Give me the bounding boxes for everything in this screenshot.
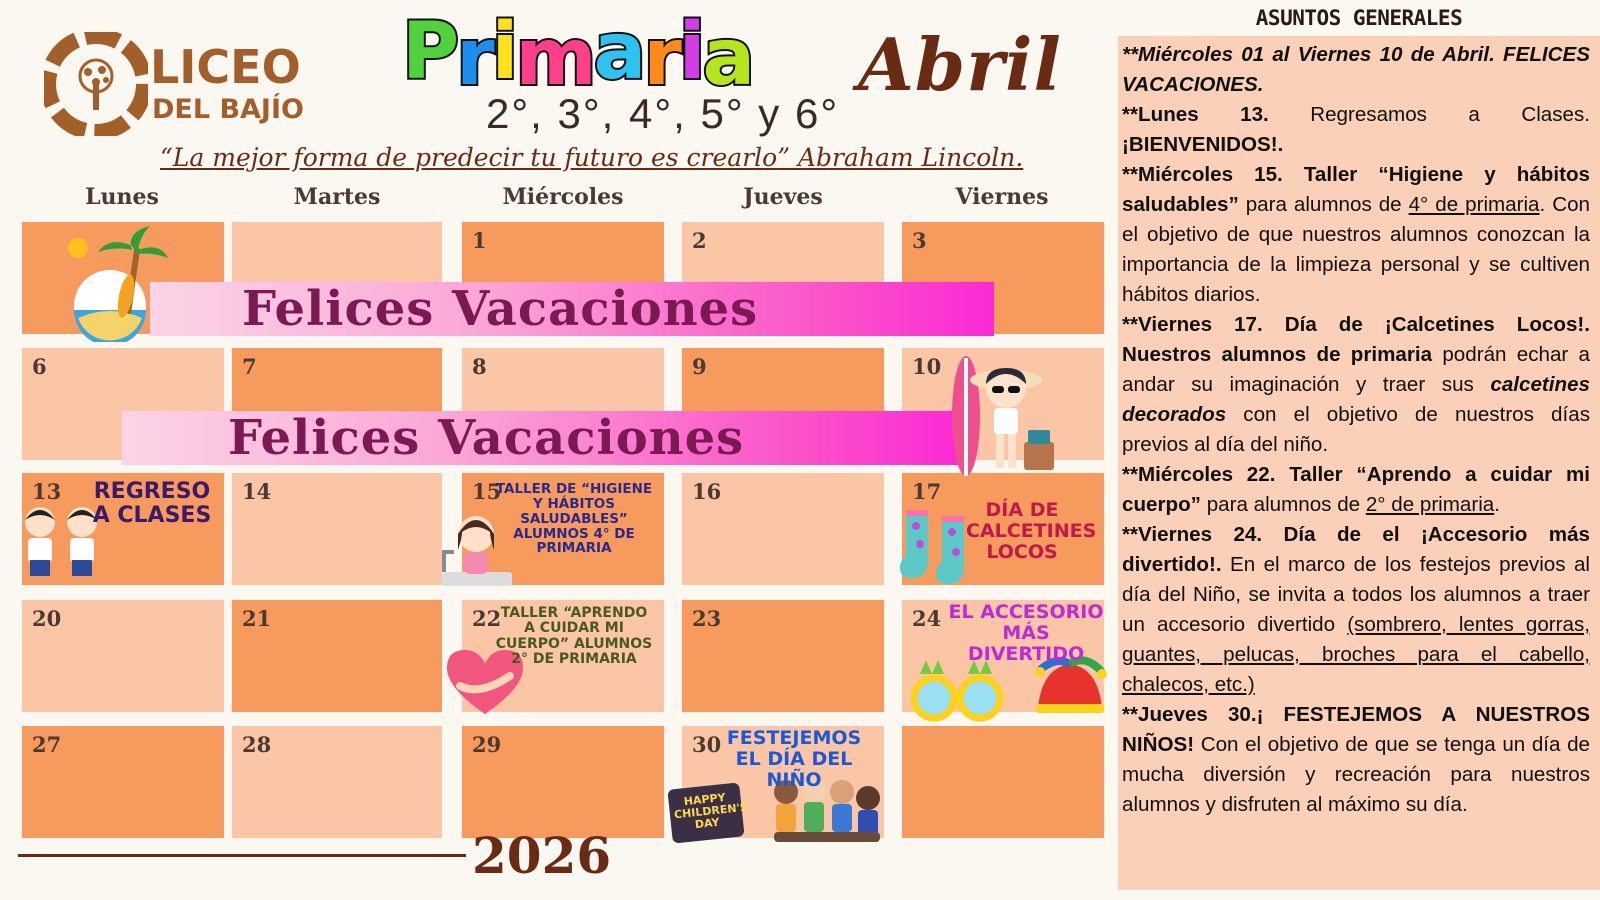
note-date: **Miércoles 15. Taller “Higiene y hábitos saludables” — [1122, 163, 1590, 216]
day-number: 2 — [692, 228, 707, 253]
day-number: 28 — [242, 732, 272, 757]
note-text: 4° de primaria — [1408, 193, 1540, 216]
day-number: 1 — [472, 228, 487, 253]
note-text: para alumnos de — [1238, 193, 1409, 216]
event-regreso-clases: REGRESO A CLASES — [92, 479, 212, 529]
note-date: **Lunes 13. — [1122, 103, 1269, 126]
note-item — [1122, 460, 1590, 520]
day-number: 13 — [32, 479, 62, 504]
note-text: ¡BIENVENIDOS!. — [1122, 133, 1284, 156]
note-item — [1122, 700, 1590, 820]
note-text: Con el objetivo de que se tenga un día de mucha diversión y recreación para nuestros alumnos y disfruten al máximo su día. — [1122, 733, 1590, 816]
banner-text: Felices Vacaciones — [242, 281, 759, 337]
day-number: 8 — [472, 354, 487, 379]
month-title: Abril — [858, 22, 1062, 107]
note-date: **Jueves 30.¡ FESTEJEMOS A NUESTROS NIÑOS! — [1122, 703, 1590, 756]
calendar-day-cell — [462, 726, 664, 838]
calendar-day-cell — [22, 726, 224, 838]
day-number: 16 — [692, 479, 722, 504]
calendar-day-cell — [232, 600, 442, 712]
event-festejemos: FESTEJEMOS EL DÍA DEL NIÑO — [726, 727, 862, 791]
title-letter: P — [402, 7, 457, 97]
event-taller-higiene: TALLER DE “HIGIENE Y HÁBITOS SALUDABLES” ALUMNOS 4° DE PRIMARIA — [495, 481, 653, 557]
calendar-day-cell — [902, 726, 1104, 838]
beach-island-icon — [48, 218, 172, 342]
day-number: 14 — [242, 479, 272, 504]
note-item — [1122, 520, 1590, 700]
note-text: para alumnos de — [1200, 493, 1366, 516]
day-number: 29 — [472, 732, 502, 757]
day-number: 30 — [692, 732, 722, 757]
school-logo — [44, 32, 304, 137]
day-number: 7 — [242, 354, 257, 379]
day-number: 6 — [32, 354, 47, 379]
title-letter: m — [515, 13, 594, 103]
note-item — [1122, 40, 1590, 100]
day-number: 3 — [912, 228, 927, 253]
event-accesorio: EL ACCESORIO MÁS DIVERTIDO — [948, 601, 1104, 665]
day-number: 17 — [912, 479, 942, 504]
day-number: 24 — [912, 606, 942, 631]
note-date: **Viernes 24. Día de el ¡Accesorio más divertido!. — [1122, 523, 1590, 576]
sticker-text: HAPPY CHILDREN'S DAY — [673, 790, 749, 832]
note-item — [1122, 160, 1590, 310]
note-item — [1122, 310, 1590, 460]
note-text: con el objetivo de nuestros días previos al día del niño. — [1122, 403, 1590, 456]
title-letter: r — [456, 13, 492, 103]
note-text: Regresamos a Clases. — [1268, 103, 1590, 126]
note-text: calcetines decorados — [1122, 373, 1590, 426]
banner-text: Felices Vacaciones — [228, 410, 745, 466]
day-number: 27 — [32, 732, 62, 757]
day-number: 21 — [242, 606, 272, 631]
grades-label: 2°, 3°, 4°, 5° y 6° — [486, 90, 840, 137]
year-label: 2026 — [472, 826, 612, 885]
tree-logo-icon — [44, 32, 148, 136]
note-item — [1122, 100, 1590, 160]
note-text: **Miércoles 01 al Viernes 10 de Abril. FELICES VACACIONES. — [1122, 43, 1590, 96]
panel-title: ASUNTOS GENERALES — [1255, 6, 1463, 30]
calendar-day-cell — [682, 473, 884, 585]
title-letter: i — [491, 7, 516, 97]
title-letter: a — [593, 7, 644, 97]
day-number: 15 — [472, 479, 502, 504]
event-calcetines-locos: DÍA DE CALCETINES LOCOS — [966, 499, 1097, 563]
day-number: 9 — [692, 354, 707, 379]
vacation-banner — [122, 411, 964, 465]
day-number: 22 — [472, 606, 502, 631]
calendar-day-cell — [232, 726, 442, 838]
weekday-header: Jueves — [743, 184, 823, 210]
surfer-girl-icon — [944, 350, 1064, 478]
title-letter: a — [702, 13, 753, 103]
title-letter: r — [643, 13, 679, 103]
note-date: **Miércoles 22. Taller “Aprendo a cuidar mi cuerpo” — [1122, 463, 1590, 516]
day-number: 20 — [32, 606, 62, 631]
primaria-title — [402, 6, 753, 103]
note-text: En el marco de los festejos previos al día del Niño, se invita a todos los alumnos a traer un accesorio divertido — [1122, 553, 1590, 636]
general-notes — [1122, 40, 1590, 820]
day-number: 10 — [912, 354, 942, 379]
vacation-banner — [150, 282, 994, 336]
calendar-day-cell — [22, 600, 224, 712]
note-text: . — [1494, 493, 1500, 516]
note-text: (sombrero, lentes gorras, guantes, pelucas, broches para el cabello, chalecos, etc.) — [1122, 613, 1590, 696]
footer-rule — [18, 854, 466, 857]
logo-name: LICEO — [150, 40, 301, 94]
event-taller-cuerpo: TALLER “APRENDO A CUIDAR MI CUERPO” ALUMNOS 2° DE PRIMARIA — [495, 605, 653, 668]
day-number: 23 — [692, 606, 722, 631]
note-text: 2° de primaria — [1365, 493, 1495, 516]
note-text: . Con el objetivo de que nuestros alumnos conozcan la importancia de la limpieza personal y se cultiven hábitos diarios. — [1122, 193, 1590, 306]
title-letter: i — [678, 7, 703, 97]
weekday-header: Martes — [293, 184, 381, 210]
weekday-header: Lunes — [85, 184, 159, 210]
calendar-day-cell — [232, 473, 442, 585]
weekday-header: Viernes — [955, 184, 1049, 210]
calendar-day-cell — [682, 600, 884, 712]
logo-subtitle: DEL BAJÍO — [152, 94, 304, 125]
note-text: podrán echar a andar su imaginación y traer sus — [1122, 343, 1590, 396]
weekday-header: Miércoles — [502, 184, 624, 210]
note-date: **Viernes 17. Día de ¡Calcetines Locos!. Nuestros alumnos de primaria — [1122, 313, 1590, 366]
quote-text: “La mejor forma de predecir tu futuro es crearlo” Abraham Lincoln. — [160, 143, 1024, 172]
